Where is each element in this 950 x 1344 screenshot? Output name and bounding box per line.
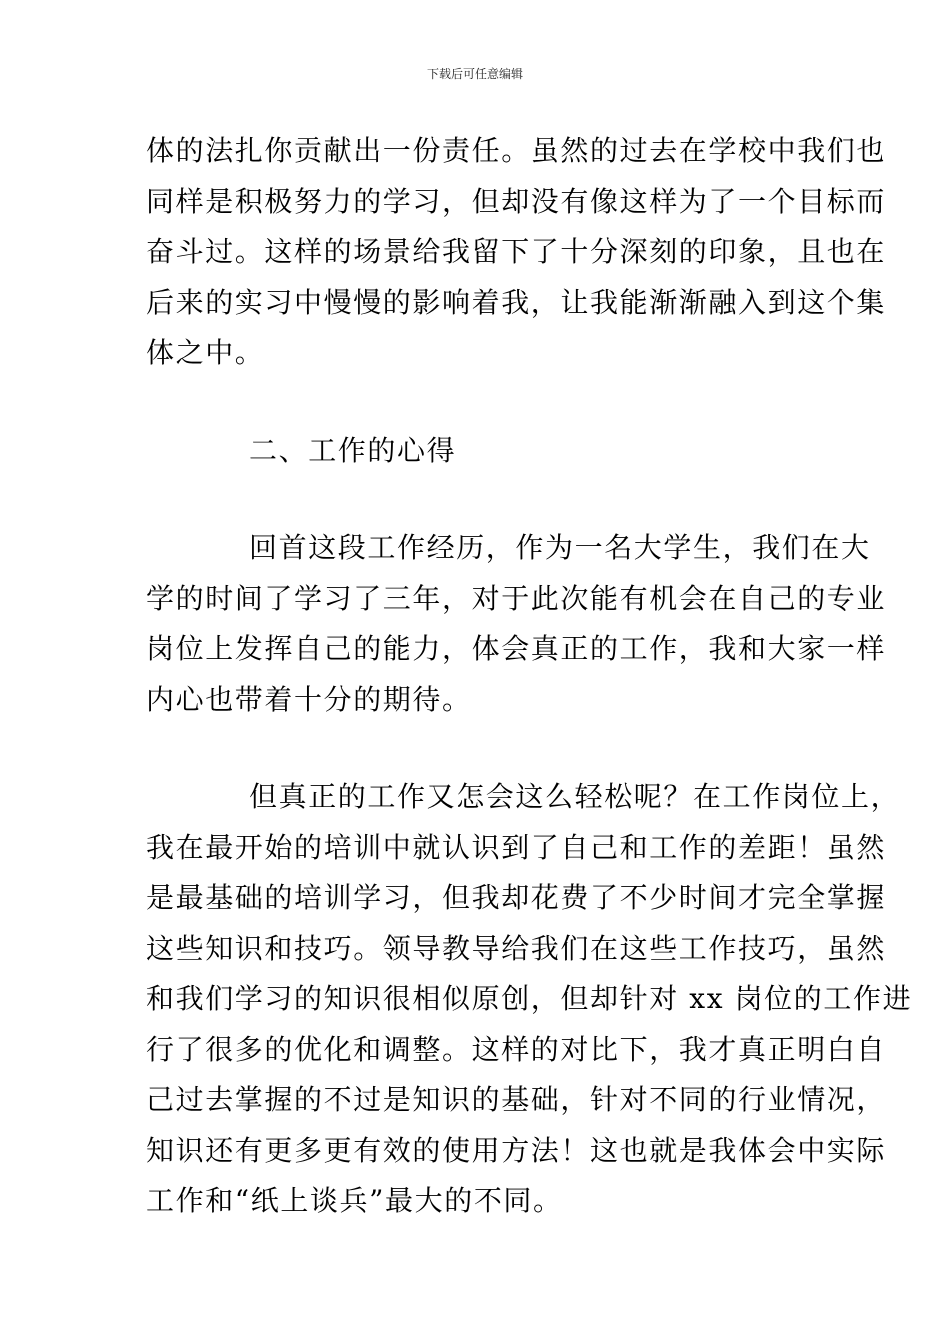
text-line: 这些知识和技巧。领导教导给我们在这些工作技巧，虽然 [146, 931, 887, 965]
text-line: 但真正的工作又怎会这么轻松呢？在工作岗位上， [249, 780, 901, 813]
text-line: 回首这段工作经历，作为一名大学生，我们在大 [249, 531, 871, 564]
text-line: 己过去掌握的不过是知识的基础，针对不同的行业情况， [146, 1083, 887, 1116]
text-line: 岗位上发挥自己的能力，体会真正的工作，我和大家一样 [146, 632, 887, 665]
text-line: 体的法扎你贡献出一份责任。虽然的过去在学校中我们也 [146, 134, 887, 167]
document-body [146, 126, 913, 1227]
text-line: 知识还有更多更有效的使用方法！这也就是我体会中实际 [146, 1133, 887, 1167]
page-header-note: 下载后可任意编辑 [426, 67, 523, 81]
text-line: 后来的实习中慢慢的影响着我，让我能渐渐融入到这个集 [146, 285, 887, 319]
text-line: 和我们学习的知识很相似原创，但却针对 xx 岗位的工作进 [146, 982, 913, 1015]
text-line: 奋斗过。这样的场景给我留下了十分深刻的印象，且也在 [146, 235, 887, 268]
paragraph-work-experience [146, 523, 887, 725]
text-line: 同样是积极努力的学习，但却没有像这样为了一个目标而 [146, 184, 887, 218]
text-line: 学的时间了学习了三年，对于此次能有机会在自己的专业 [146, 581, 887, 615]
text-line: 工作和“纸上谈兵”最大的不同。 [146, 1184, 563, 1217]
section-heading [146, 426, 811, 477]
text-line: 内心也带着十分的期待。 [146, 682, 472, 716]
text-line: 体之中。 [146, 336, 265, 369]
text-line: 是最基础的培训学习，但我却花费了不少时间才完全掌握 [146, 881, 887, 914]
text-line: 行了很多的优化和调整。这样的对比下，我才真正明白自 [146, 1032, 887, 1066]
text-line: 我在最开始的培训中就认识到了自己和工作的差距！虽然 [146, 830, 887, 864]
paragraph-continuation [146, 126, 887, 379]
section-heading-text: 二、工作的心得 [249, 433, 457, 467]
paragraph-real-work [146, 772, 913, 1227]
